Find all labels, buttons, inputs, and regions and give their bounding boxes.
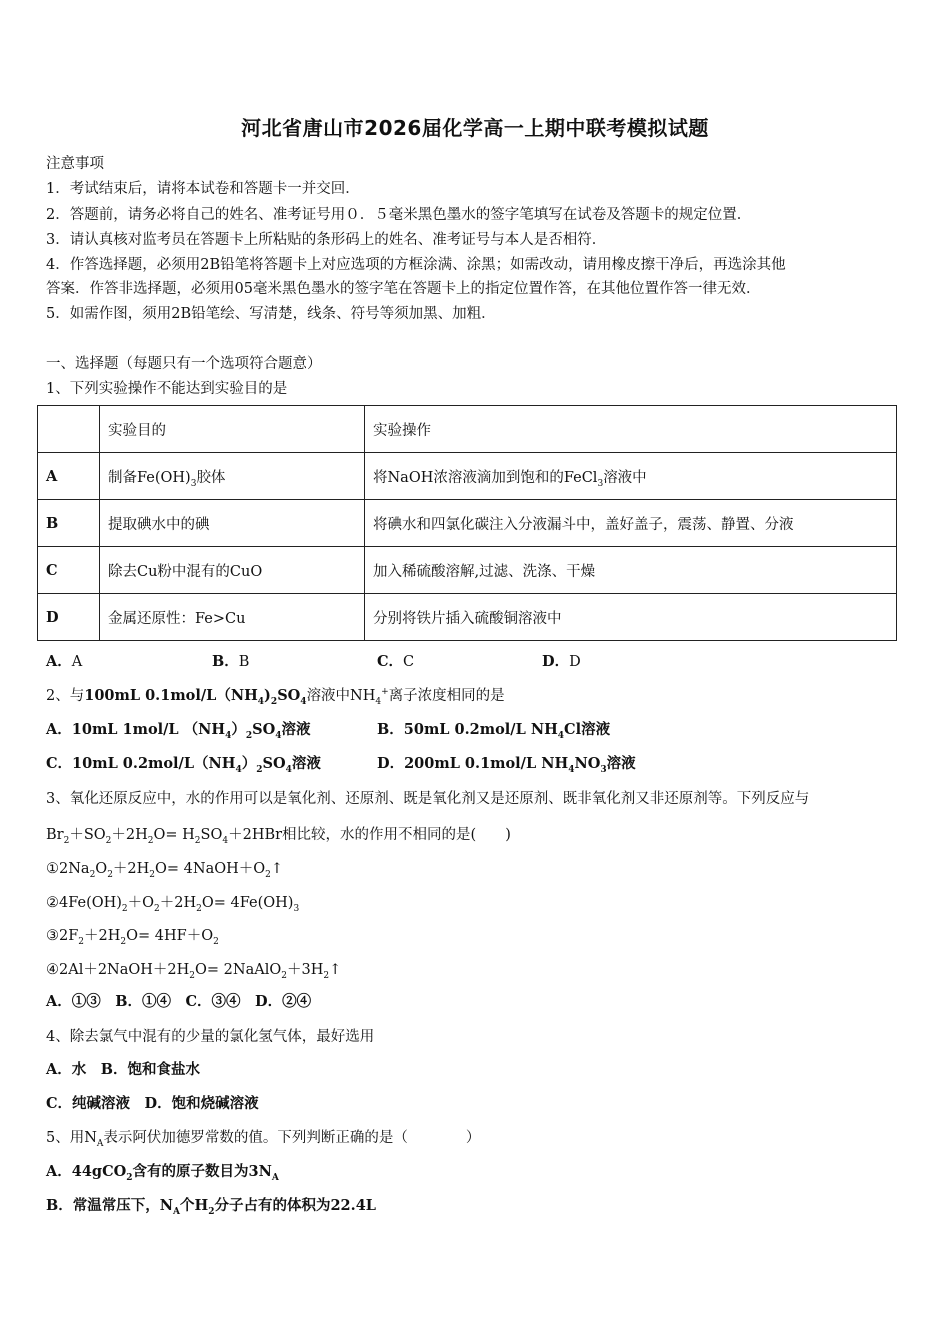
q3-reaction-4: $④2Al+2NaOH+2H_2O=$ $2NaAlO_2+3H_2↑$ [46, 962, 342, 981]
row-operation: 将NaOH浓溶液滴加到饱和的FeCl$_3$溶液中 [365, 453, 897, 500]
q4-stem: 4、除去氯气中混有的少量的氯化氢气体，最好选用 [46, 1029, 375, 1045]
row-goal: 金属还原性：Fe>Cu [100, 594, 365, 641]
table-header-row [38, 406, 897, 453]
table-row [38, 594, 897, 641]
row-label: B [38, 500, 100, 547]
row-goal: 除去Cu粉中混有的CuO [100, 547, 365, 594]
q3-options: A．①③ B．①④ C．③④ D．②④ [46, 993, 312, 1010]
row-operation: 加入稀硫酸溶解,过滤、洗涤、干燥 [365, 547, 897, 594]
notice-item: 答案．作答非选择题，必须用05毫米黑色墨水的签字笔在答题卡上的指定位置作答，在其他位置作答一律无效． [46, 281, 761, 297]
q5-stem: 5、用$N_A$表示阿伏加德罗常数的值。下列判断正确的是（ ） [46, 1130, 481, 1149]
q4-options-row1: A．水 B．饱和食盐水 [46, 1061, 201, 1078]
q5-option-a: A．44gCO$_2$含有的原子数目为$3N_A$ [46, 1163, 279, 1183]
table-row [38, 547, 897, 594]
row-label: D [38, 594, 100, 641]
table-header-cell: 实验目的 [100, 406, 365, 453]
table-row [38, 500, 897, 547]
q3-reaction-2: $②4Fe(OH)_2+O_2+2H_2O= 4Fe(OH)_3$ [46, 895, 300, 914]
q2-option-b: B．50mL 0.2mol/L $NH_4Cl$溶液 [377, 721, 611, 741]
row-goal: 制备$Fe(OH)_3$胶体 [100, 453, 365, 500]
q5-option-b: B．常温常压下，$N_A$个$H_2$分子占有的体积为22.4L [46, 1197, 376, 1217]
q1-option-c: C．C [377, 653, 415, 670]
q1-option-d: D．D [542, 653, 581, 670]
table-row [38, 453, 897, 500]
row-goal: 提取碘水中的碘 [100, 500, 365, 547]
notice-heading: 注意事项 [46, 156, 104, 172]
q3-reaction-3: $③2F_2+2H_2O= 4HF+O_2$ [46, 928, 219, 947]
notice-item: 3．请认真核对监考员在答题卡上所粘贴的条形码上的姓名、准考证号与本人是否相符． [46, 232, 607, 248]
row-label: A [38, 453, 100, 500]
q2-stem: 2、与100mL $0.1mol/L(NH_4)_2SO_4$溶液中$NH_4^+$离子浓度相同的是 [46, 687, 505, 707]
q1-option-a: A．A [46, 653, 83, 670]
q1-table [37, 405, 897, 641]
q2-option-d: D．200mL 0.1mol/L $NH_4NO_3$溶液 [377, 755, 636, 775]
notice-item: 1．考试结束后，请将本试卷和答题卡一并交回． [46, 181, 360, 197]
q2-option-a: A．10mL 1mol/L $(NH_4)_2SO_4$溶液 [46, 721, 311, 741]
table-header-cell: 实验操作 [365, 406, 897, 453]
q1-option-b: B．B [212, 653, 250, 670]
section-title: 一、选择题（每题只有一个选项符合题意） [46, 356, 322, 372]
notice-item: 4．作答选择题，必须用2B铅笔将答题卡上对应选项的方框涂满、涂黑；如需改动，请用橡皮擦干净后，再选涂其他 [46, 257, 786, 273]
page-title: 河北省唐山市2026届化学高一上期中联考模拟试题 [241, 116, 709, 140]
q3-reaction-1: $①2Na_2O_2+2H_2O=$ $4NaOH+O_2↑$ [46, 861, 284, 880]
q1-stem: 1、下列实验操作不能达到实验目的是 [46, 381, 288, 397]
table-header-cell [38, 406, 100, 453]
q3-stem: 3、氧化还原反应中，水的作用可以是氧化剂、还原剂、既是氧化剂又是还原剂、既非氧化剂又非还原剂等。下列反应与 [46, 791, 810, 807]
q4-options-row2: C．纯碱溶液 D．饱和烧碱溶液 [46, 1095, 259, 1112]
notice-item: 5．如需作图，须用2B铅笔绘、写清楚，线条、符号等须加黑、加粗． [46, 306, 496, 322]
row-operation: 将碘水和四氯化碳注入分液漏斗中，盖好盖子，震荡、静置、分液 [365, 500, 897, 547]
notice-item: 2．答题前，请务必将自己的姓名、准考证号用０．５毫米黑色墨水的签字笔填写在试卷及答题卡的规定位置． [46, 207, 752, 223]
row-label: C [38, 547, 100, 594]
row-operation: 分别将铁片插入硫酸铜溶液中 [365, 594, 897, 641]
q3-stem-reaction: $Br_2+SO_2+2H_2O= H_2SO_4+2HBr$相比较，水的作用不相同的是( ) [46, 827, 511, 846]
q2-option-c: C．10mL $0.2mol/L(NH_4)_2SO_4$溶液 [46, 755, 321, 775]
